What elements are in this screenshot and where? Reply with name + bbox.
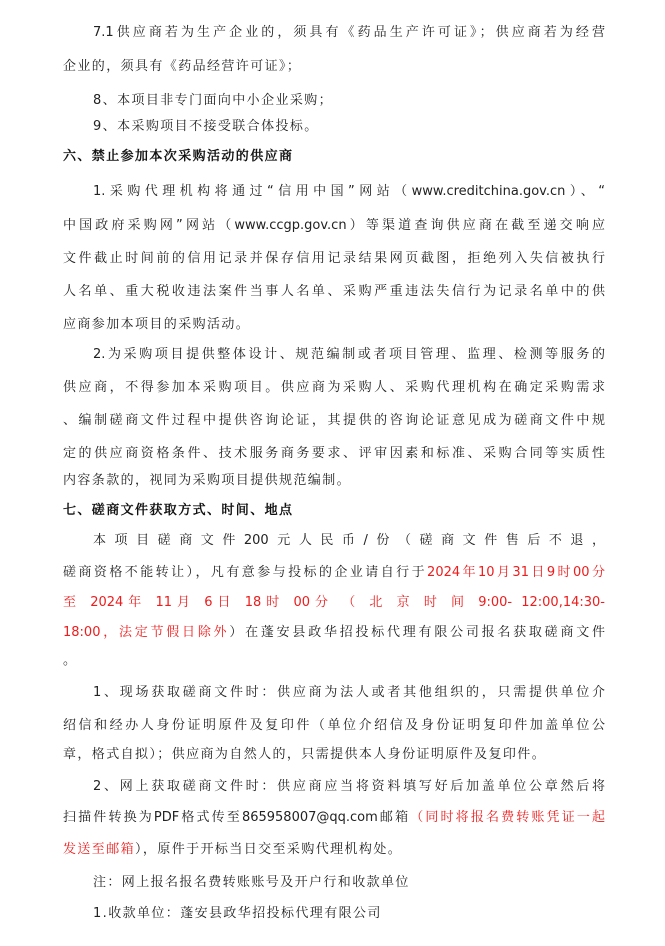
highlighted-text: 至 2024年 11月 6日 18时 00分 （ 北 京 时 间 9:00- 12:00,14:30-	[63, 595, 605, 610]
text-line	[63, 282, 605, 302]
text-line	[93, 345, 605, 365]
highlighted-text: 2024年10月31日9时00分	[427, 565, 605, 580]
text-segment: 中国政府采购网”网站（www.ccgp.gov.cn）等渠道查询供应商在截至递交响应	[63, 218, 605, 233]
text-segment: 企业的，须具有《药品经营许可证》；	[63, 59, 302, 74]
text-line	[63, 411, 605, 431]
text-line	[93, 873, 605, 893]
text-segment: 内容条款的，视同为采购项目提供规范编制。	[63, 473, 352, 488]
text-line	[63, 315, 605, 335]
text-line	[93, 777, 605, 797]
text-segment: 、编制磋商文件过程中提供咨询论证，其提供的咨询论证意见成为磋商文件中规	[63, 413, 605, 428]
text-line	[63, 378, 605, 398]
text-segment: 磋商资格不能转让），凡有意参与投标的企业请自行于	[63, 565, 428, 580]
text-segment: 1.采购代理机构将通过“信用中国”网站（www.creditchina.gov.cn）、“	[93, 184, 605, 199]
text-segment: 六、禁止参加本次采购活动的供应商	[63, 149, 294, 164]
text-segment: 2.为采购项目提供整体设计、规范编制或者项目管理、监理、检测等服务的	[93, 347, 605, 362]
text-line	[63, 745, 605, 765]
text-line	[93, 182, 605, 202]
text-line	[63, 57, 605, 77]
text-segment: 应商参加本项目的采购活动。	[63, 317, 251, 332]
text-line	[93, 23, 605, 43]
text-segment: 8、本项目非专门面向中小企业采购；	[93, 93, 334, 108]
text-segment: ），原件于开标当日交至采购代理机构处。	[135, 842, 403, 857]
text-line	[63, 444, 605, 464]
text-line	[93, 117, 605, 137]
text-line	[63, 471, 605, 491]
text-segment: 章，格式自拟）；供应商为自然人的，只需提供本人身份证明原件及复印件。	[63, 747, 547, 762]
text-segment: 文件截止时间前的信用记录并保存信用记录结果网页截图，拒绝列入失信被执行	[63, 251, 605, 266]
text-segment: 7.1供应商若为生产企业的，须具有《药品生产许可证》；供应商若为经营	[93, 25, 605, 40]
highlighted-text: （同时将报名费转账凭证一起	[410, 810, 605, 825]
text-line	[63, 593, 605, 613]
text-line	[93, 531, 605, 551]
text-segment: 定的供应商资格条件、技术服务商务要求、评审因素和标准、采购合同等实质性	[63, 446, 605, 461]
section-heading	[63, 147, 605, 167]
text-segment: 1、现场获取磋商文件时：供应商为法人或者其他组织的，只需提供单位介	[93, 685, 605, 700]
section-heading	[63, 501, 605, 521]
text-segment: 注：网上报名报名费转账账号及开户行和收款单位	[93, 875, 410, 890]
text-segment: 扫描件转换为PDF格式传至865958007@qq.com邮箱	[63, 810, 411, 825]
text-line	[63, 716, 605, 736]
text-line	[63, 563, 605, 583]
text-segment: 人名单、重大税收违法案件当事人名单、采购严重违法失信行为记录名单中的供	[63, 284, 605, 299]
text-segment: 七、磋商文件获取方式、时间、地点	[63, 503, 294, 518]
text-line	[63, 651, 605, 671]
text-segment: 绍信和经办人身份证明原件及复印件（单位介绍信及身份证明复印件加盖单位公	[63, 718, 605, 733]
text-segment: 本项目磋商文件200元人民币/份（磋商文件售后不退，	[93, 533, 605, 548]
highlighted-text: 发送至邮箱	[63, 842, 136, 857]
text-segment: ）在蓬安县政华招投标代理有限公司报名获取磋商文件	[229, 625, 605, 640]
text-line	[63, 808, 605, 828]
text-segment: 供应商，不得参加本采购项目。供应商为采购人、采购代理机构在确定采购需求	[63, 380, 605, 395]
text-line	[93, 904, 605, 924]
text-segment: 。	[63, 653, 78, 668]
highlighted-text: 18:00，法定节假日除外	[63, 625, 230, 640]
text-segment: 1.收款单位：蓬安县政华招投标代理有限公司	[93, 906, 382, 921]
text-line	[93, 683, 605, 703]
text-line	[63, 840, 605, 860]
text-line	[63, 623, 605, 643]
text-line	[63, 216, 605, 236]
text-segment: 2、网上获取磋商文件时：供应商应当将资料填写好后加盖单位公章然后将	[93, 779, 605, 794]
text-line	[93, 91, 605, 111]
text-line	[63, 249, 605, 269]
text-segment: 9、本采购项目不接受联合体投标。	[93, 119, 319, 134]
